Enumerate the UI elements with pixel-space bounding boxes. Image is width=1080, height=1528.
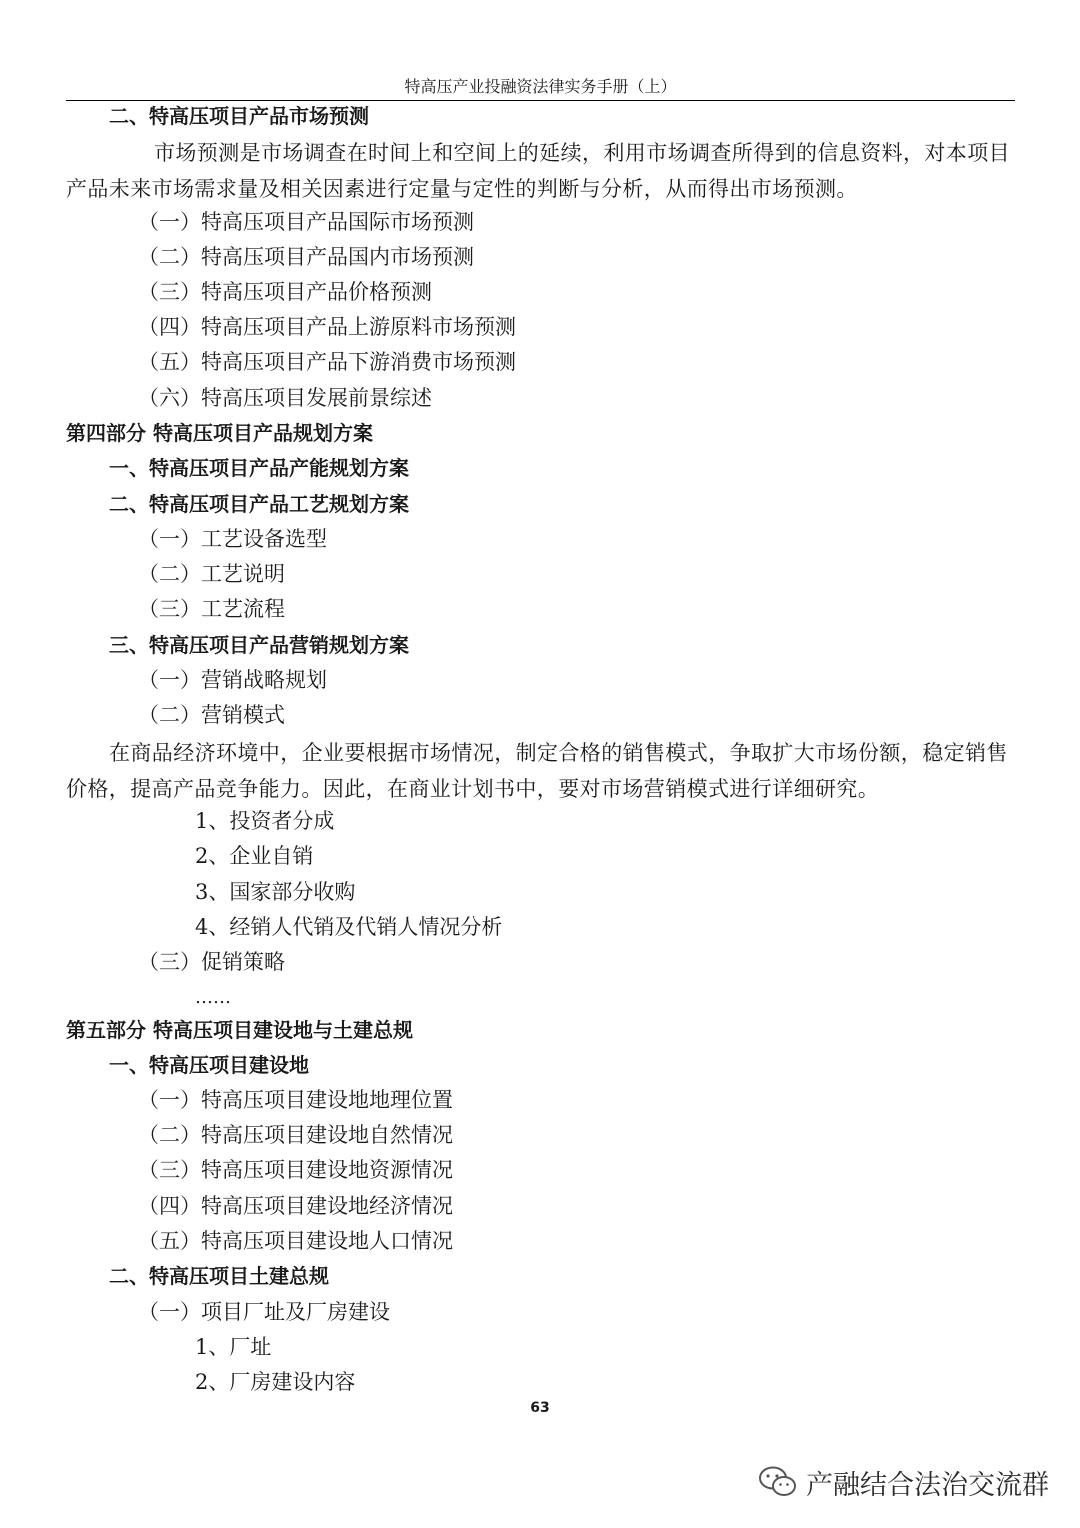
watermark-text: 产融结合法治交流群	[806, 1469, 1049, 1501]
list-item: （一）项目厂址及厂房建设	[138, 1300, 390, 1324]
list-item: （三）工艺流程	[138, 597, 285, 621]
paragraph-sales-mode: 在商品经济环境中，企业要根据市场情况，制定合格的销售模式，争取扩大市场份额，稳定销售价格，提高产品竞争能力。因此，在商业计划书中，要对市场营销模式进行详细研究。	[66, 741, 1008, 801]
section-heading: 一、特高压项目建设地	[109, 1053, 309, 1077]
list-item: （二）营销模式	[138, 703, 285, 727]
part-heading-4: 第四部分 特高压项目产品规划方案	[66, 421, 373, 445]
list-item: （二）特高压项目建设地自然情况	[138, 1123, 453, 1147]
list-item: （四）特高压项目产品上游原料市场预测	[138, 315, 516, 339]
wechat-icon	[758, 1465, 798, 1499]
section-heading: 三、特高压项目产品营销规划方案	[109, 633, 409, 657]
list-item: 3、国家部分收购	[195, 880, 356, 904]
part-heading-5: 第五部分 特高压项目建设地与土建总规	[66, 1018, 413, 1042]
list-item: 2、企业自销	[195, 844, 314, 868]
list-item: （一）特高压项目建设地地理位置	[138, 1088, 453, 1112]
list-item: （四）特高压项目建设地经济情况	[138, 1194, 453, 1218]
list-item: （五）特高压项目产品下游消费市场预测	[138, 350, 516, 374]
list-item: 1、厂址	[195, 1335, 272, 1359]
paragraph-market-forecast: 市场预测是市场调查在时间上和空间上的延续，利用市场调查所得到的信息资料，对本项目产品未来市场需求量及相关因素进行定量与定性的判断与分析，从而得出市场预测。	[66, 141, 1010, 201]
ellipsis: ……	[195, 987, 231, 1008]
section-heading: 二、特高压项目土建总规	[109, 1264, 329, 1288]
section-heading: 一、特高压项目产品产能规划方案	[109, 456, 409, 480]
list-item: （三）特高压项目建设地资源情况	[138, 1158, 453, 1182]
running-header: 特高压产业投融资法律实务手册（上）	[404, 77, 677, 96]
list-item: （一）特高压项目产品国际市场预测	[138, 210, 474, 234]
list-item: （六）特高压项目发展前景综述	[138, 386, 432, 410]
list-item: （二）特高压项目产品国内市场预测	[138, 245, 474, 269]
list-item: （一）营销战略规划	[138, 668, 327, 692]
section-heading: 二、特高压项目产品工艺规划方案	[109, 492, 409, 516]
list-item: （五）特高压项目建设地人口情况	[138, 1229, 453, 1253]
list-item: 2、厂房建设内容	[195, 1370, 356, 1394]
page-number: 63	[530, 1400, 550, 1416]
list-item: （三）特高压项目产品价格预测	[138, 280, 432, 304]
list-item: 1、投资者分成	[195, 809, 335, 833]
list-item: （二）工艺说明	[138, 562, 285, 586]
list-item: （一）工艺设备选型	[138, 527, 327, 551]
watermark	[758, 1462, 1049, 1502]
list-item: （三）促销策略	[138, 950, 285, 974]
heading-market-forecast: 二、特高压项目产品市场预测	[109, 104, 369, 128]
list-item: 4、经销人代销及代销人情况分析	[195, 915, 503, 939]
